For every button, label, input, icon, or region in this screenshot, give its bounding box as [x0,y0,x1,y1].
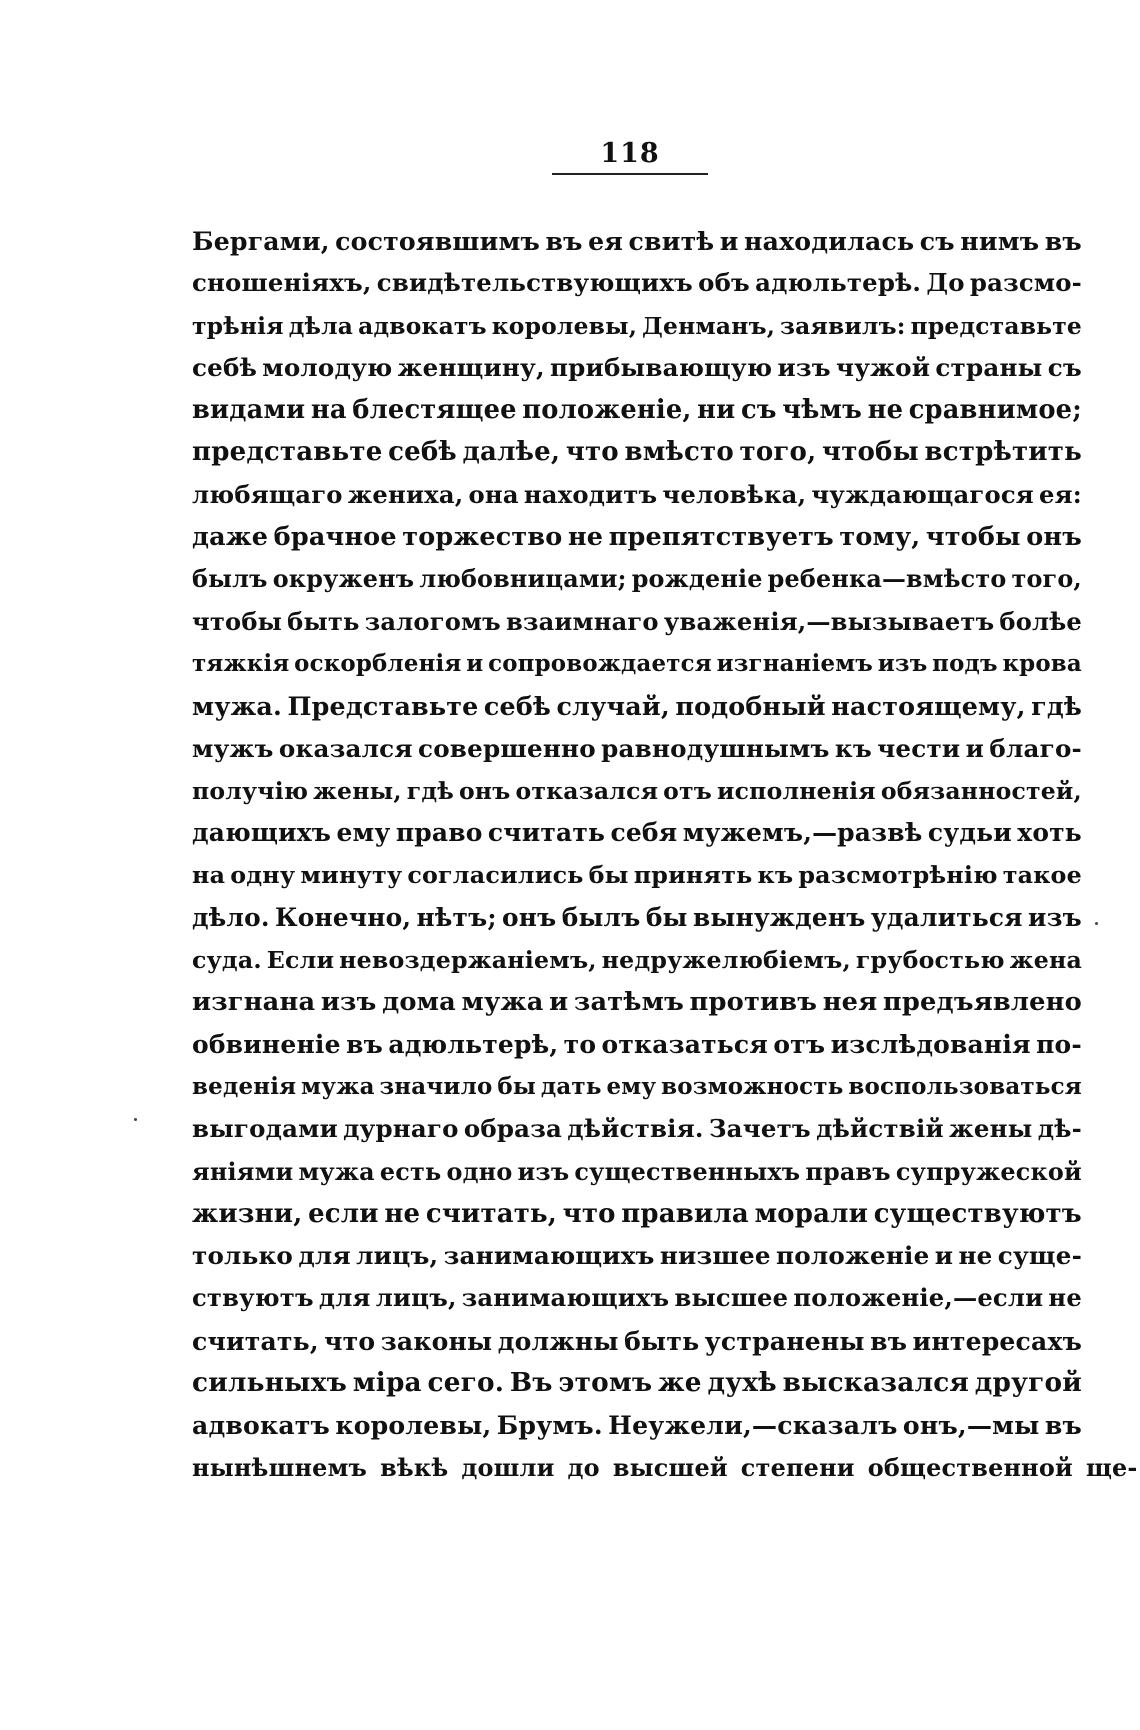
text-word: лицъ, [356,1241,439,1271]
text-word: гдѣ [1031,691,1082,722]
text-word: залогомъ [364,606,501,636]
text-word: изъ [517,1157,570,1186]
text-word: ему [606,1072,657,1100]
text-word: Конечно, [275,902,412,932]
text-word: вынужденъ [692,902,866,932]
text-line [192,347,1082,389]
text-word: благо- [989,733,1082,763]
text-line [192,1320,1082,1362]
text-word: и [934,1241,954,1271]
text-word: устранены [704,1325,865,1356]
text-word: положеніе [776,1241,930,1271]
text-word: такое [1002,861,1082,890]
text-word: съ [1047,352,1082,382]
text-line [192,389,1082,431]
text-word: страны [935,352,1043,382]
text-word: окруженъ [272,565,415,594]
page-number-rule [552,173,708,175]
text-word: дать [540,1072,602,1100]
text-word: низшее [659,1241,771,1271]
text-word: нея [822,987,878,1018]
text-word: къ [757,861,794,890]
text-word: того, [739,437,817,468]
text-word: отказался [515,776,659,805]
text-word: сопровождается [488,650,712,677]
text-word: существенныхъ [574,1157,801,1186]
text-word: дѣйствій [816,1114,944,1144]
text-word: видами [192,395,306,426]
text-line [192,516,1082,558]
text-word: интересахъ [912,1325,1082,1356]
text-word: дѣйствія. [567,1114,704,1144]
text-word: Представьте [287,691,479,722]
text-word: онъ [1026,522,1082,553]
text-word: королевы, [491,311,638,340]
text-word: съ [740,395,777,426]
text-word: на [310,395,347,426]
text-word: исполненія [717,776,876,805]
text-word: равнодушнымъ [601,733,830,763]
text-word: согласились [407,861,584,890]
text-word: мужа. [192,691,283,722]
text-word: образа [463,1114,563,1144]
text-word: изгнана [192,987,316,1018]
text-line [192,1193,1082,1235]
text-word: недружелюбіемъ, [601,946,851,975]
text-word: въ [870,1325,908,1356]
text-word: тяжкія [192,650,290,677]
text-word: подобный [675,691,826,722]
text-word: тому, [839,522,921,553]
text-word: быть [624,1325,700,1356]
text-word: должны [497,1325,619,1356]
text-word: Бергами, [192,226,330,256]
text-word: совершенно [418,733,596,763]
text-line [192,812,1082,854]
text-word: невоздержаніемъ, [339,946,597,975]
text-word: представьте [910,311,1082,340]
text-word: гдѣ [406,776,454,805]
text-word: если [308,1198,379,1229]
text-word: этомъ [558,1367,653,1399]
text-word: по- [1036,1029,1082,1059]
text-word: свитѣ [628,226,715,256]
text-word: прибывающую [549,352,773,382]
text-word: уваженія,—вызываетъ [663,606,995,636]
text-line [192,939,1082,981]
text-word: дѣло. [192,902,270,932]
text-word: себѣ [192,352,258,382]
text-word: мужемъ,—развѣ [682,818,923,848]
text-word: законы [380,1325,493,1356]
text-line [192,1024,1082,1066]
text-line [192,1235,1082,1277]
text-word: ея: [1039,479,1082,509]
text-word: дающихъ [192,818,332,848]
text-word: адюльтерѣ. [755,268,922,298]
text-word: сего. [427,1367,505,1399]
text-word: общественной [867,1453,1073,1482]
text-line [192,728,1082,770]
text-word: въ [346,1029,383,1059]
text-word: болѣе [999,606,1082,636]
text-word: жены, [313,776,402,805]
text-word: считать, [425,1198,558,1229]
text-word: обвиненіе [192,1029,341,1059]
text-word: дошли [461,1453,555,1482]
text-word: препятствуетъ [608,522,834,553]
text-word: объ [698,268,750,298]
text-word: онъ [458,776,511,805]
text-word: дома [382,987,456,1018]
text-word: получію [192,776,309,805]
text-line [192,1108,1082,1150]
text-word: былъ [561,902,641,932]
text-word: не [867,395,904,426]
text-word: положеніе,—если [793,1283,1044,1313]
text-word: нѣтъ; [416,902,497,932]
text-word: міра [352,1367,422,1399]
text-word: считать, [192,1325,319,1356]
text-word: представьте [192,437,383,468]
text-word: случай, [556,691,670,722]
text-word: торжество [402,522,563,553]
text-word: веденія [192,1072,297,1100]
text-word: не [567,522,604,553]
text-word: минуту [300,861,403,890]
text-word: жизни, [192,1198,303,1229]
text-word: въ [1044,1410,1082,1441]
text-word: изгнаніемъ [716,650,874,677]
text-word: того, [1011,565,1082,594]
text-line [192,474,1082,516]
text-word: дѣ- [1037,1114,1082,1144]
text-word: морали [754,1198,869,1229]
text-word: чужой [836,352,931,382]
text-word: находитъ [523,479,658,509]
text-word: нынѣшнемъ [192,1453,368,1482]
text-word: любовницами; [419,565,627,594]
scan-speck [134,1118,137,1121]
text-line [192,1447,1138,1489]
text-word: есть [379,1157,442,1186]
text-word: встрѣтить [924,437,1082,468]
text-word: оскорбленія [294,650,462,677]
text-word: Въ [509,1367,553,1399]
text-word: удалиться [870,902,1023,932]
text-word: бы [645,902,688,932]
text-word: чѣмъ [782,395,862,426]
text-word: что [565,437,619,468]
text-word: обязанностей, [880,776,1082,805]
text-word: высшей [612,1453,728,1482]
text-word: только [192,1241,294,1271]
text-word: женщину, [397,352,545,382]
text-line [192,643,1082,685]
text-line [192,770,1082,812]
text-word: нимъ [960,226,1040,256]
text-word: занимающихъ [461,1283,670,1313]
text-word: королевы, [335,1410,492,1441]
text-line [192,431,1082,473]
text-word: ребенка—вмѣсто [767,565,1007,594]
text-word: суще- [997,1241,1082,1271]
text-word: молодую [262,352,393,382]
text-word: занимающихъ [443,1241,655,1271]
text-word: супружеской [895,1157,1082,1186]
text-line [192,601,1082,643]
text-word: быть [287,606,360,636]
text-word: значило [379,1072,493,1100]
text-word: правъ [805,1157,891,1186]
text-word: чести [877,733,961,763]
text-word: Денманъ, [642,311,776,340]
text-word: высшее [674,1283,789,1313]
text-word: рожденіе [631,565,763,594]
text-word: и [719,226,739,256]
text-word: человѣка, [662,479,807,509]
text-word: даже [192,522,269,553]
text-word: ему [336,818,391,848]
text-word: чтобы [821,437,919,468]
text-word: въ [1044,226,1082,256]
text-word: находилась [743,226,915,256]
text-word: возможность [661,1072,844,1100]
text-word: и [466,650,484,677]
text-word: что [562,1198,616,1229]
text-word: не [958,1241,993,1271]
text-word: для [318,1283,371,1313]
text-word: настоящему, [831,691,1026,722]
text-word: другой [974,1367,1082,1399]
text-line [192,558,1082,600]
text-word: сношеніяхъ, [192,268,372,298]
text-word: трѣнія [192,311,284,340]
text-word: сравнимое; [908,395,1082,426]
text-word: адвокатъ [192,1410,331,1441]
body-text [192,220,1138,1489]
text-word: состоявшимъ [335,226,541,256]
text-word: воспользоваться [848,1072,1082,1100]
text-word: противъ [689,987,818,1018]
text-line [192,685,1082,727]
text-line [192,1362,1082,1404]
text-word: далѣе, [462,437,561,468]
text-word: правила [621,1198,749,1229]
text-word: что [324,1325,376,1356]
text-word: изъ [777,352,831,382]
text-word: мужа [461,987,544,1018]
text-word: одно [446,1157,513,1186]
text-word: взаимнаго [506,606,659,636]
text-word: дурнаго [343,1114,459,1144]
text-word: отъ [773,1029,826,1059]
text-word: адвокатъ [358,311,487,340]
text-word: судьи [927,818,1012,848]
text-word: одну [230,861,296,890]
text-word: ея [588,226,624,256]
text-word: лицъ, [375,1283,457,1313]
text-word: степени [740,1453,855,1482]
text-word: и [549,987,569,1018]
text-word: себѣ [388,437,457,468]
text-word: заявилъ: [780,311,906,340]
text-word: оказался [278,733,413,763]
text-line [192,305,1082,347]
text-word: существуютъ [873,1198,1082,1229]
text-word: жены [949,1114,1033,1144]
text-word: себѣ [483,691,551,722]
text-word: затѣмъ [573,987,684,1018]
text-word: Брумъ. [496,1410,603,1441]
page-number: 118 [600,138,660,169]
text-word: бы [497,1072,537,1100]
text-line [192,897,1082,939]
text-word: хоть [1017,818,1082,848]
text-word: на [192,861,226,890]
text-word: чтобы [925,522,1021,553]
text-word: выгодами [192,1114,338,1144]
text-word: онъ [502,902,557,932]
text-word: и [965,733,985,763]
text-line [192,1404,1082,1446]
text-word: грубостью [855,946,1005,975]
text-word: Неужели,—сказалъ [608,1410,898,1441]
text-line [192,1277,1082,1319]
text-word: ствуютъ [192,1283,314,1313]
text-word: не [1048,1283,1082,1313]
text-word: онъ,—мы [902,1410,1040,1441]
text-word: Зачетъ [708,1114,811,1144]
text-word: суда. [192,946,262,975]
text-word: изъ [320,987,377,1018]
text-word: съ [919,226,955,256]
text-word: жена [1009,946,1082,975]
text-word: то [563,1029,597,1059]
text-word: подъ [932,650,998,677]
text-word: ни [697,395,736,426]
text-word: отъ [663,776,713,805]
text-word: блестящее [352,395,517,426]
text-word: свидѣтельствующихъ [376,268,693,298]
text-word: бы [588,861,629,890]
text-word: для [298,1241,351,1271]
text-word: изъ [877,650,928,677]
text-line [192,1151,1082,1193]
text-word: предъявлено [882,987,1082,1018]
text-line [192,854,1082,896]
text-word: былъ [192,565,268,594]
text-word: себя [610,818,678,848]
text-word: до [567,1453,600,1482]
text-word: вѣкѣ [380,1453,449,1482]
text-word: не [384,1198,421,1229]
text-word: отказаться [601,1029,768,1059]
text-word: сильныхъ [192,1367,347,1399]
text-word: любящаго [192,479,343,509]
text-word: ще- [1085,1453,1138,1482]
scan-speck [1095,922,1098,925]
text-word: адюльтерѣ, [388,1029,559,1059]
text-word: разсмотрѣнію [798,861,998,890]
text-word: крова [1002,650,1082,677]
text-line [192,1066,1082,1108]
text-line [192,262,1082,304]
text-word: положеніе, [522,395,692,426]
text-word: дѣла [288,311,354,340]
text-word: разсмо- [969,268,1082,298]
text-word: До [926,268,965,298]
text-word: брачное [273,522,397,553]
text-word: считать [487,818,606,848]
text-word: чтобы [192,606,283,636]
text-word: изъ [1028,902,1082,932]
text-word: въ [545,226,583,256]
text-word: мужъ [192,733,274,763]
text-word: мужа [301,1072,375,1100]
text-word: жениха, [347,479,464,509]
text-word: къ [834,733,872,763]
text-word: право [395,818,483,848]
text-word: чуждающагося [811,479,1034,509]
text-word: изслѣдованія [830,1029,1031,1059]
text-word: принять [633,861,753,890]
text-word: высказался [782,1367,970,1399]
text-word: вмѣсто [624,437,734,468]
text-word: мужа [298,1157,375,1186]
text-word: Если [266,946,335,975]
text-word: же [658,1367,702,1399]
text-line [192,981,1082,1023]
text-line [192,220,1082,262]
text-word: духѣ [707,1367,777,1399]
text-word: она [468,479,519,509]
text-word: яніями [192,1157,294,1186]
